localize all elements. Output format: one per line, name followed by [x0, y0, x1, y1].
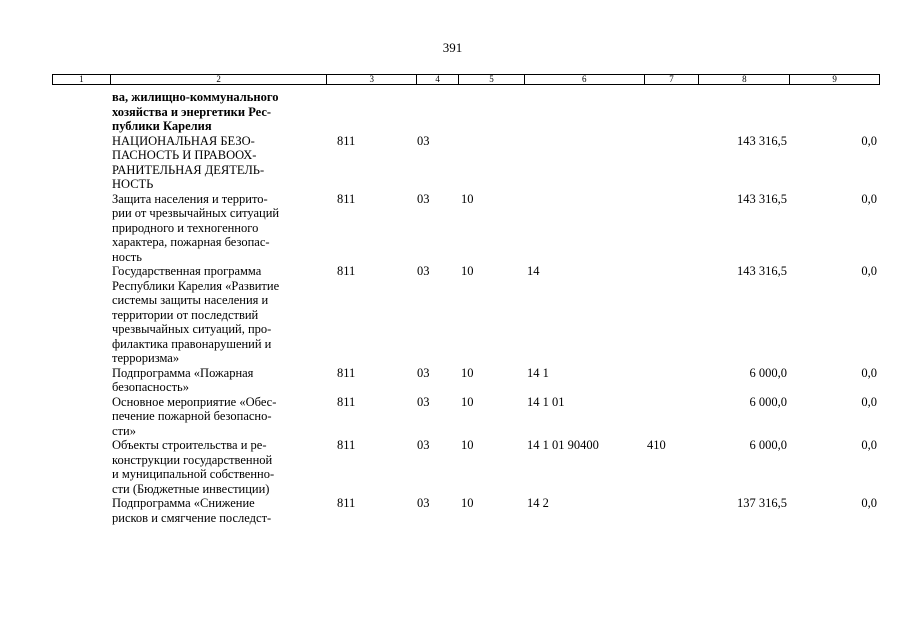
- column-header-4: 4: [417, 75, 459, 84]
- cell-ministry-code: 811: [337, 365, 356, 380]
- description-line: характера, пожарная безопас-: [112, 235, 270, 249]
- cell-section-code: 03: [417, 191, 430, 206]
- cell-amount: 143 316,5: [737, 264, 787, 278]
- cell-col-1: [52, 264, 110, 366]
- description-line: Государственная программа: [112, 264, 262, 278]
- description-line: территории от последствий: [112, 307, 259, 322]
- description-line: Объекты строительства и ре-: [112, 438, 267, 452]
- column-header-5: 5: [459, 75, 525, 84]
- cell-ministry-code: 811: [337, 191, 356, 206]
- cell-subsection-code: 10: [461, 191, 474, 206]
- description-line: печение пожарной безопасно-: [112, 409, 272, 423]
- cell-description: [110, 366, 327, 395]
- cell-description: [110, 90, 327, 134]
- description-line: Основное мероприятие «Обес-: [112, 394, 277, 409]
- cell-target-article: 14 2: [527, 496, 549, 510]
- cell-section-code: 03: [417, 264, 430, 278]
- cell-target-article: [525, 192, 645, 265]
- column-header-7: 7: [645, 75, 700, 84]
- description-line: филактика правонарушений и: [112, 336, 272, 351]
- cell-expense-type: [645, 134, 700, 192]
- column-header-2: 2: [111, 75, 327, 84]
- cell-amount-2: 0,0: [861, 438, 877, 452]
- description-line: Защита населения и террито-: [112, 191, 268, 206]
- description-line: рии от чрезвычайных ситуаций: [112, 206, 280, 220]
- description-line: Подпрограмма «Пожарная: [112, 365, 254, 380]
- cell-subsection-code: 10: [461, 264, 474, 278]
- cell-expense-type: 410: [647, 438, 666, 452]
- table-row: [52, 192, 880, 265]
- cell-section-code: 03: [417, 438, 430, 452]
- description-line: ПАСНОСТЬ И ПРАВООХ-: [112, 148, 257, 162]
- cell-amount-2: 0,0: [861, 264, 877, 278]
- description-line: Подпрограмма «Снижение: [112, 496, 255, 510]
- cell-amount: 137 316,5: [737, 496, 787, 510]
- cell-subsection-code: 10: [461, 365, 474, 380]
- cell-ministry-code: 811: [337, 264, 356, 278]
- cell-amount: 6 000,0: [749, 394, 787, 409]
- cell-col-1: [52, 90, 110, 134]
- cell-section-code: 03: [417, 394, 430, 409]
- description-line: конструкции государственной: [112, 452, 273, 467]
- table-row: [52, 90, 880, 134]
- cell-amount-2: [791, 90, 880, 134]
- cell-description: [110, 134, 327, 192]
- cell-section-code: 03: [417, 365, 430, 380]
- cell-subsection-code: 10: [461, 496, 474, 510]
- cell-target-article: 14: [527, 264, 540, 278]
- table-row: [52, 395, 880, 439]
- cell-description: [110, 192, 327, 265]
- cell-col-1: [52, 366, 110, 395]
- table-row: [52, 264, 880, 366]
- cell-subsection-code: 10: [461, 394, 474, 409]
- cell-amount-2: 0,0: [861, 394, 877, 409]
- cell-amount-2: 0,0: [861, 191, 877, 206]
- cell-amount-2: 0,0: [861, 365, 877, 380]
- cell-expense-type: [645, 395, 700, 439]
- cell-target-article: 14 1 01 90400: [527, 438, 599, 452]
- table-row: [52, 438, 880, 496]
- cell-amount: 6 000,0: [749, 365, 787, 380]
- description-line: безопасность»: [112, 380, 190, 394]
- cell-amount: 6 000,0: [749, 438, 787, 452]
- description-line: сти (Бюджетные инвестиции): [112, 481, 270, 496]
- cell-target-article: 14 1: [527, 365, 549, 380]
- description-line: Республики Карелия «Развитие: [112, 278, 280, 293]
- description-line: чрезвычайных ситуаций, про-: [112, 322, 272, 336]
- cell-section-code: 03: [417, 133, 430, 148]
- table-header-row: [52, 74, 880, 85]
- cell-col-1: [52, 496, 110, 525]
- table-row: [52, 496, 880, 525]
- cell-expense-type: [645, 366, 700, 395]
- page-number: 391: [442, 40, 463, 55]
- table-body: [52, 90, 880, 525]
- table-row: [52, 134, 880, 192]
- cell-description: [110, 438, 327, 496]
- cell-subsection-code: [459, 90, 525, 134]
- cell-ministry-code: [327, 90, 417, 134]
- cell-col-1: [52, 395, 110, 439]
- cell-col-1: [52, 134, 110, 192]
- description-line: хозяйства и энергетики Рес-: [112, 104, 272, 119]
- description-line: публики Карелия: [112, 119, 212, 133]
- cell-amount-2: 0,0: [861, 133, 877, 148]
- cell-ministry-code: 811: [337, 394, 356, 409]
- cell-col-1: [52, 192, 110, 265]
- cell-target-article: [525, 90, 645, 134]
- cell-target-article: [525, 134, 645, 192]
- column-header-1: 1: [53, 75, 111, 84]
- column-header-6: 6: [525, 75, 645, 84]
- description-line: РАНИТЕЛЬНАЯ ДЕЯТЕЛЬ-: [112, 162, 265, 177]
- cell-amount: 143 316,5: [737, 133, 787, 148]
- cell-section-code: 03: [417, 496, 430, 510]
- description-line: рисков и смягчение последст-: [112, 510, 272, 525]
- description-line: и муниципальной собственно-: [112, 467, 275, 481]
- cell-expense-type: [645, 264, 700, 366]
- cell-section-code: [417, 90, 459, 134]
- cell-expense-type: [645, 90, 700, 134]
- description-line: ва, жилищно-коммунального: [112, 90, 279, 104]
- cell-description: [110, 264, 327, 366]
- description-line: терроризма»: [112, 351, 180, 365]
- description-line: ность: [112, 249, 142, 264]
- column-header-9: 9: [832, 74, 837, 84]
- description-line: природного и техногенного: [112, 220, 259, 235]
- cell-subsection-code: 10: [461, 438, 474, 452]
- column-header-3: 3: [327, 75, 417, 84]
- table-row: [52, 366, 880, 395]
- cell-amount: 143 316,5: [737, 191, 787, 206]
- description-line: НАЦИОНАЛЬНАЯ БЕЗО-: [112, 133, 255, 148]
- cell-col-1: [52, 438, 110, 496]
- description-line: системы защиты населения и: [112, 293, 269, 307]
- description-line: НОСТЬ: [112, 177, 154, 191]
- cell-description: [110, 395, 327, 439]
- description-line: сти»: [112, 423, 136, 438]
- cell-ministry-code: 811: [337, 438, 356, 452]
- cell-target-article: 14 1 01: [527, 394, 565, 409]
- cell-ministry-code: 811: [337, 133, 356, 148]
- cell-amount-2: 0,0: [861, 496, 877, 510]
- cell-ministry-code: 811: [337, 496, 356, 510]
- cell-amount: [700, 90, 791, 134]
- cell-expense-type: [645, 496, 700, 525]
- cell-description: [110, 496, 327, 525]
- cell-subsection-code: [459, 134, 525, 192]
- cell-expense-type: [645, 192, 700, 265]
- column-header-8: 8: [699, 75, 790, 84]
